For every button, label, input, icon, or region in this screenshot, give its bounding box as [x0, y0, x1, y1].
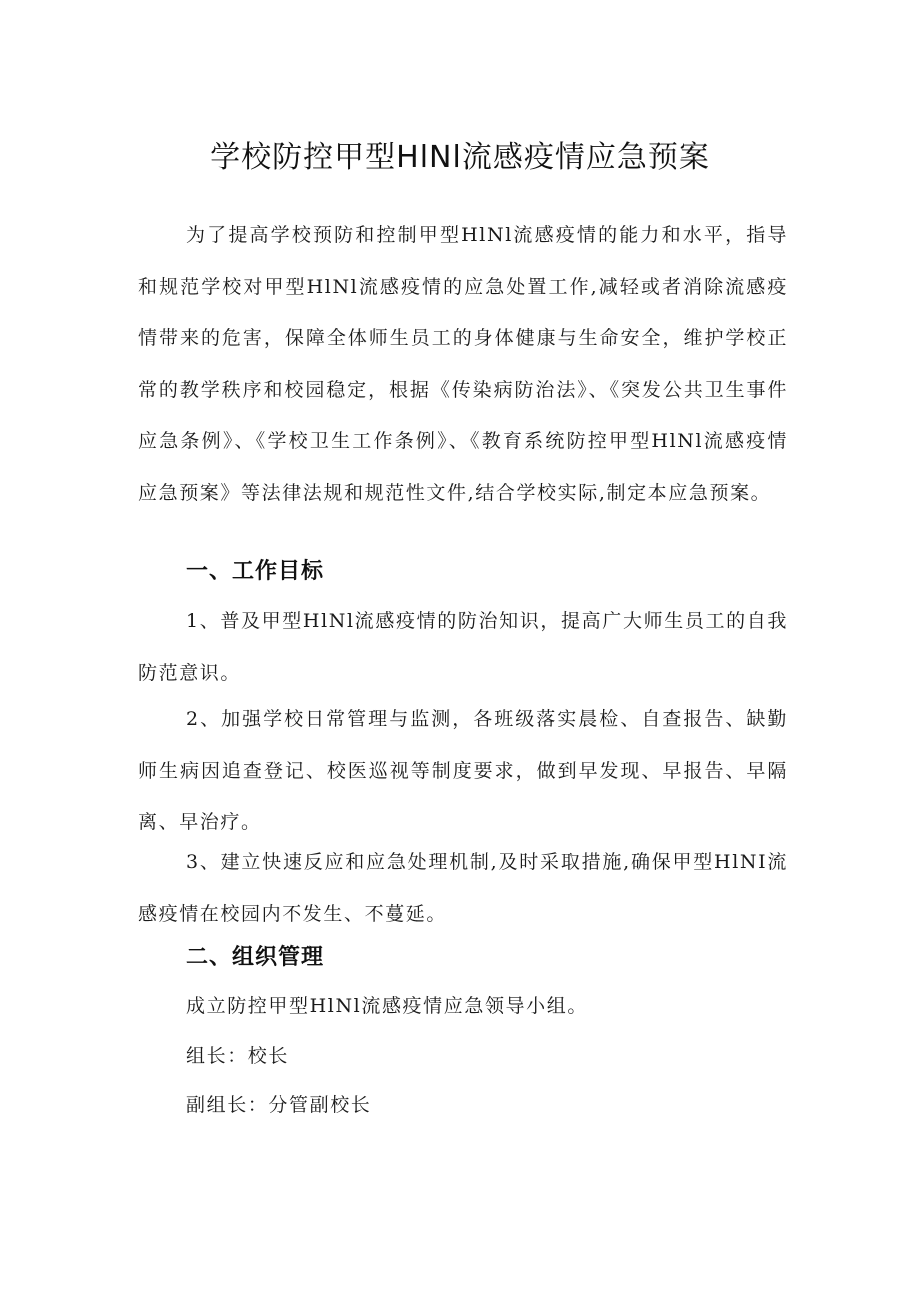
intro-paragraph: 为了提高学校预防和控制甲型HlNl流感疫情的能力和水平，指导和规范学校对甲型HlNl流感疫情的应急处置工作,减轻或者消除流感疫情带来的危害，保障全体师生员工的身体健康与生命安全，维护学校正常的教学秩序和校园稳定，根据《传染病防治法》、《突发公共卫生事件应急条例》、《学校卫生工作条例》、《教育系统防控甲型HlNl流感疫情应急预案》等法律法规和规范性文件,结合学校实际,制定本应急预案。: [138, 224, 788, 504]
organization-line-deputy: 副组长：分管副校长: [186, 1094, 372, 1116]
section-heading-organization: 二、组织管理: [186, 945, 325, 970]
goal-item-1: 1、普及甲型HlNl流感疫情的防治知识，提高广大师生员工的自我防范意识。: [138, 610, 788, 684]
organization-line-1: 成立防控甲型HlNl流感疫情应急领导小组。: [186, 995, 588, 1017]
section-heading-goals: 一、工作目标: [186, 559, 325, 584]
goal-item-2: 2、加强学校日常管理与监测，各班级落实晨检、自查报告、缺勤师生病因追查登记、校医巡视等制度要求，做到早发现、早报告、早隔离、早治疗。: [138, 708, 788, 833]
document-title: 学校防控甲型HlNl流感疫情应急预案: [210, 140, 710, 175]
goal-item-3: 3、建立快速反应和应急处理机制,及时采取措施,确保甲型HlNI流感疫情在校园内不发生、不蔓延。: [138, 851, 788, 925]
organization-line-leader: 组长：校长: [186, 1045, 290, 1067]
